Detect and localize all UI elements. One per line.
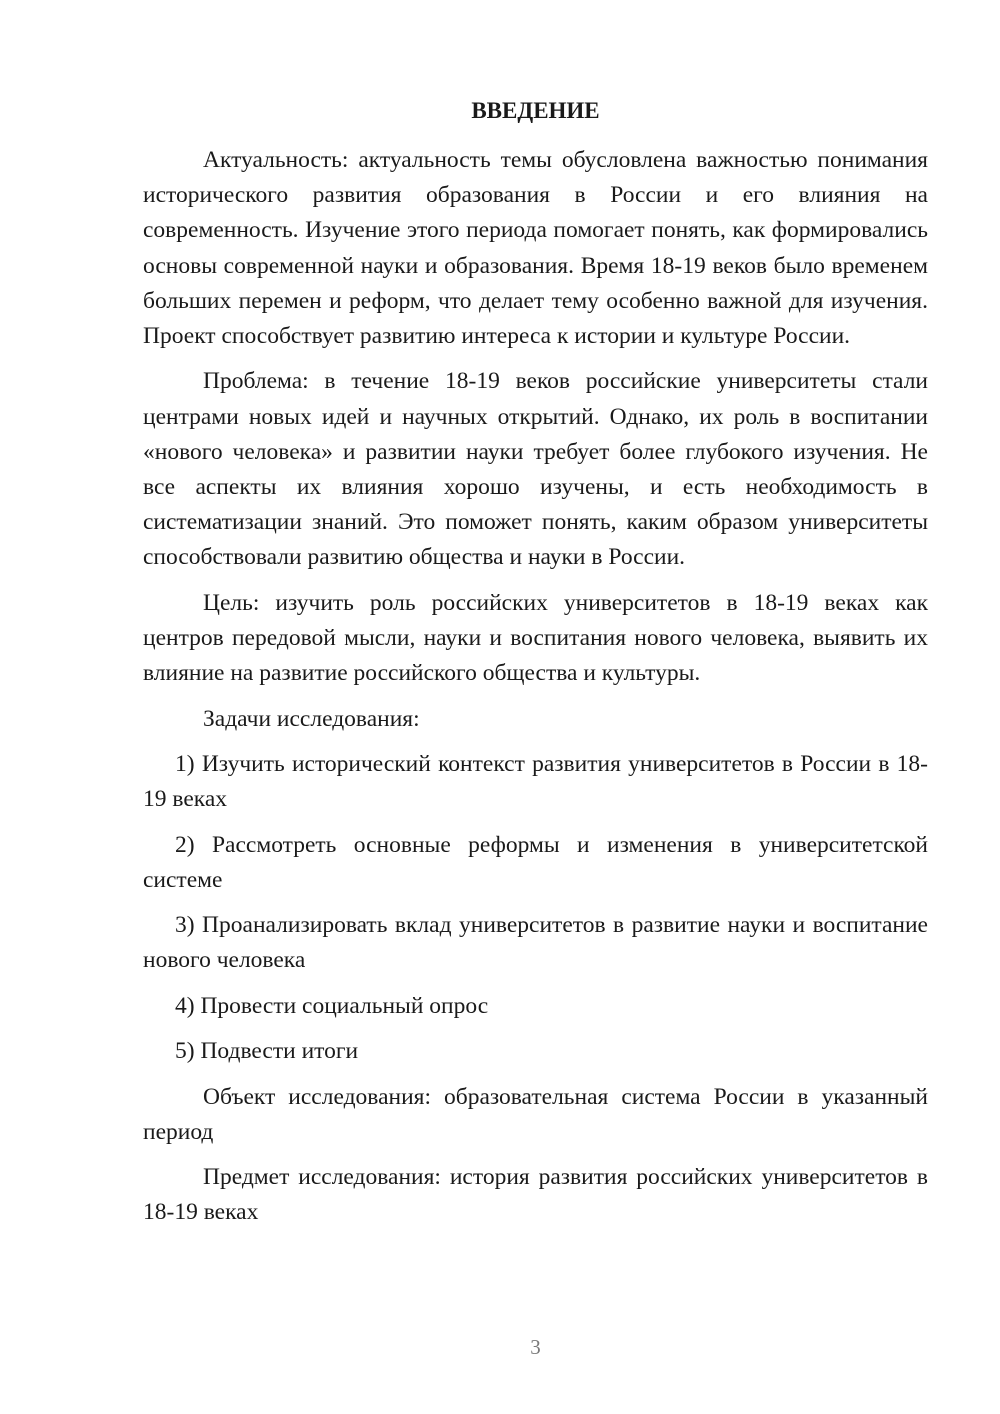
paragraph-subject: Предмет исследования: история развития российских университетов в 18-19 веках (143, 1164, 928, 1226)
paragraph-goal: Цель: изучить роль российских университетов в 18-19 веках как центров передовой мысли, науки и воспитания нового человека, выявить их влияние на развитие российского общества и культуры. (143, 589, 928, 687)
task-item: 1) Изучить исторический контекст развития университетов в России в 18-19 веках (143, 751, 928, 813)
paragraph-tasks-heading: Задачи исследования: (203, 705, 420, 732)
paragraph-relevance: Актуальность: актуальность темы обусловлена важностью понимания исторического развития образования в России и его влияния на современность. Изучение этого периода помогает понять, как формировались основы современной науки и образования. Время 18-19 веков было временем больших перемен и реформ, что делает тему особенно важной для изучения. Проект способствует развитию интереса к истории и культуре России. (143, 147, 928, 350)
paragraph-object: Объект исследования: образовательная система России в указанный период (143, 1083, 928, 1145)
task-item: 4) Провести социальный опрос (175, 992, 489, 1019)
page-number: 3 (530, 1335, 541, 1359)
page-title: ВВЕДЕНИЕ (471, 98, 600, 123)
document-body (143, 143, 928, 1241)
paragraph-problem: Проблема: в течение 18-19 веков российские университеты стали центрами новых идей и научных открытий. Однако, их роль в воспитании «нового человека» и развитии науки требует более глубокого изучения. Не все аспекты их влияния хорошо изучены, и есть необходимость в систематизации знаний. Это поможет понять, каким образом университеты способствовали развитию общества и науки в России. (143, 368, 928, 571)
task-item: 3) Проанализировать вклад университетов в развитие науки и воспитание нового человека (143, 912, 928, 974)
task-item: 5) Подвести итоги (175, 1038, 359, 1065)
task-item: 2) Рассмотреть основные реформы и изменения в университетской системе (143, 831, 928, 893)
